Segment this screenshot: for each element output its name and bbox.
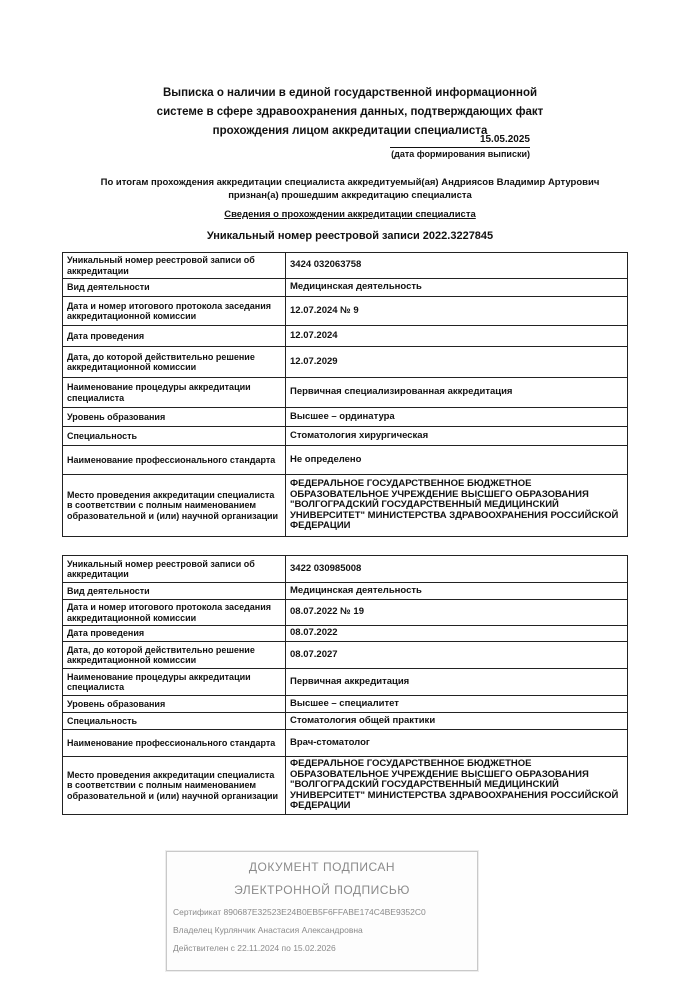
row-value: 12.07.2024 № 9 [286, 297, 628, 326]
row-value: Врач-стоматолог [286, 730, 628, 757]
title-line: системе в сфере здравоохранения данных, подтверждающих факт [156, 106, 544, 118]
electronic-signature-stamp [166, 851, 478, 971]
row-label: Место проведения аккредитации специалиста в соответствии с полным наименованием образовательной и (или) научной организации [63, 757, 286, 815]
row-label: Уникальный номер реестровой записи об аккредитации [63, 556, 286, 583]
formation-date: 15.05.2025 [390, 134, 530, 148]
table-row [63, 730, 628, 757]
table-row [63, 279, 628, 297]
row-label: Дата проведения [63, 626, 286, 642]
row-label: Уровень образования [63, 408, 286, 427]
table-row [63, 713, 628, 730]
row-label: Специальность [63, 713, 286, 730]
formation-date-caption: (дата формирования выписки) [391, 149, 530, 159]
row-value: Первичная аккредитация [286, 669, 628, 696]
formation-date-block [390, 134, 530, 160]
stamp-subheading: ЭЛЕКТРОННОЙ ПОДПИСЬЮ [234, 883, 410, 897]
row-value: 3424 032063758 [286, 253, 628, 279]
row-value: Высшее – ординатура [286, 408, 628, 427]
row-value: 08.07.2022 [286, 626, 628, 642]
row-label: Дата, до которой действительно решение аккредитационной комиссии [63, 347, 286, 378]
row-value: Медицинская деятельность [286, 583, 628, 600]
section-heading: Сведения о прохождении аккредитации специалиста [224, 209, 476, 220]
stamp-owner: Владелец Курлянчик Анастасия Александровна [173, 925, 363, 935]
table-row [63, 696, 628, 713]
table-row [63, 408, 628, 427]
intro-line: По итогам прохождения аккредитации специалиста аккредитуемый(ая) Андриясов Владимир Артурович [100, 177, 600, 188]
intro-line: признан(а) прошедшим аккредитацию специалиста [228, 190, 472, 201]
table-row [63, 475, 628, 537]
row-value: 3422 030985008 [286, 556, 628, 583]
row-label: Дата и номер итогового протокола заседания аккредитационной комиссии [63, 600, 286, 626]
table-row [63, 626, 628, 642]
row-value: ФЕДЕРАЛЬНОЕ ГОСУДАРСТВЕННОЕ БЮДЖЕТНОЕ ОБРАЗОВАТЕЛЬНОЕ УЧРЕЖДЕНИЕ ВЫСШЕГО ОБРАЗОВАНИЯ "ВОЛГОГРАДСКИЙ ГОСУДАРСТВЕННЫЙ МЕДИЦИНСКИЙ УНИВЕРСИТЕТ" МИНИСТЕРСТВА ЗДРАВООХРАНЕНИЯ РОССИЙСКОЙ ФЕДЕРАЦИИ [286, 757, 628, 815]
table-row [63, 556, 628, 583]
table-row [63, 446, 628, 475]
stamp-validity: Действителен с 22.11.2024 по 15.02.2026 [173, 943, 336, 953]
registry-number-heading: Уникальный номер реестровой записи 2022.3227845 [206, 230, 494, 242]
row-label: Вид деятельности [63, 583, 286, 600]
table-row [63, 583, 628, 600]
document-title [120, 84, 580, 141]
table-row [63, 253, 628, 279]
title-line: прохождения лицом аккредитации специалиста [212, 125, 488, 137]
row-label: Наименование профессионального стандарта [63, 446, 286, 475]
row-label: Наименование процедуры аккредитации специалиста [63, 669, 286, 696]
row-label: Наименование процедуры аккредитации специалиста [63, 378, 286, 408]
title-line: Выписка о наличии в единой государственной информационной [162, 87, 538, 99]
table-row [63, 757, 628, 815]
row-value: 12.07.2029 [286, 347, 628, 378]
table-row [63, 347, 628, 378]
row-value: Стоматология хирургическая [286, 427, 628, 446]
stamp-heading: ДОКУМЕНТ ПОДПИСАН [248, 860, 396, 874]
table-row [63, 427, 628, 446]
row-value: 08.07.2022 № 19 [286, 600, 628, 626]
row-label: Уникальный номер реестровой записи об аккредитации [63, 253, 286, 279]
row-value: Не определено [286, 446, 628, 475]
accreditation-table [62, 555, 628, 815]
row-value: Стоматология общей практики [286, 713, 628, 730]
table-row [63, 642, 628, 669]
row-label: Наименование профессионального стандарта [63, 730, 286, 757]
intro-statement [70, 176, 630, 202]
table-row [63, 669, 628, 696]
row-label: Дата и номер итогового протокола заседания аккредитационной комиссии [63, 297, 286, 326]
row-label: Вид деятельности [63, 279, 286, 297]
stamp-certificate: Сертификат 890687E32523E24B0EB5F6FFABE174C4BE9352C0 [173, 907, 426, 917]
table-row [63, 297, 628, 326]
row-label: Место проведения аккредитации специалиста в соответствии с полным наименованием образовательной и (или) научной организации [63, 475, 286, 537]
table-row [63, 600, 628, 626]
accreditation-table [62, 252, 628, 537]
row-label: Дата проведения [63, 326, 286, 347]
row-value: Высшее – специалитет [286, 696, 628, 713]
row-label: Дата, до которой действительно решение аккредитационной комиссии [63, 642, 286, 669]
row-value: Первичная специализированная аккредитация [286, 378, 628, 408]
row-label: Специальность [63, 427, 286, 446]
row-value: Медицинская деятельность [286, 279, 628, 297]
row-value: ФЕДЕРАЛЬНОЕ ГОСУДАРСТВЕННОЕ БЮДЖЕТНОЕ ОБРАЗОВАТЕЛЬНОЕ УЧРЕЖДЕНИЕ ВЫСШЕГО ОБРАЗОВАНИЯ "ВОЛГОГРАДСКИЙ ГОСУДАРСТВЕННЫЙ МЕДИЦИНСКИЙ УНИВЕРСИТЕТ" МИНИСТЕРСТВА ЗДРАВООХРАНЕНИЯ РОССИЙСКОЙ ФЕДЕРАЦИИ [286, 475, 628, 537]
table-row [63, 378, 628, 408]
table-row [63, 326, 628, 347]
row-value: 08.07.2027 [286, 642, 628, 669]
row-value: 12.07.2024 [286, 326, 628, 347]
row-label: Уровень образования [63, 696, 286, 713]
